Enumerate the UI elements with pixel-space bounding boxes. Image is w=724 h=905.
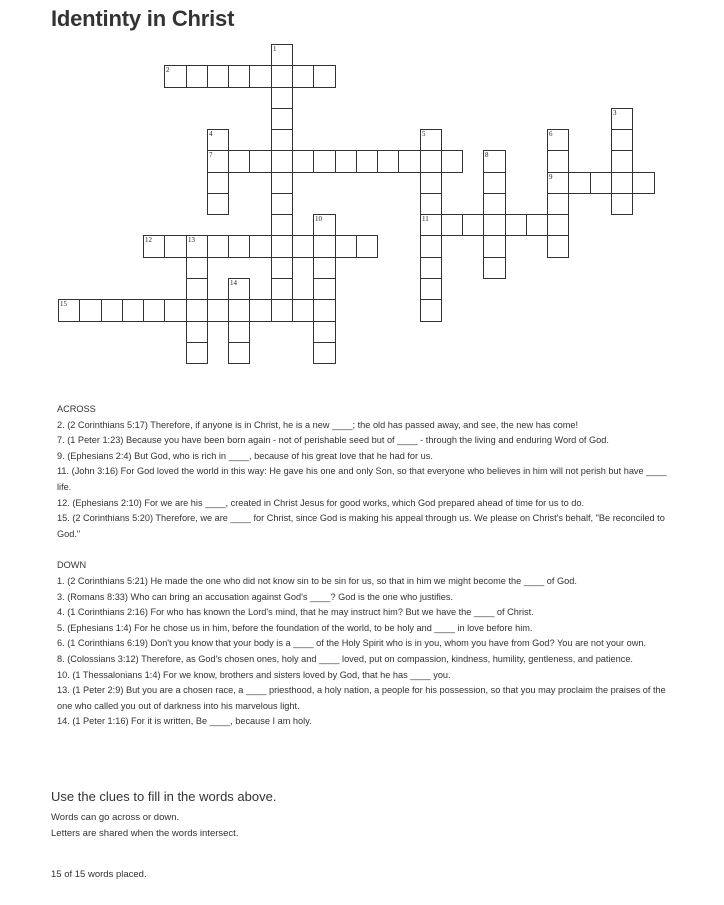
grid-cell[interactable] [249,235,272,258]
grid-cell[interactable] [271,129,293,151]
grid-cell[interactable] [462,214,484,236]
grid-cell[interactable] [313,257,336,279]
grid-cell[interactable] [313,299,336,322]
grid-cell[interactable] [483,235,506,258]
grid-cell[interactable] [590,172,612,194]
grid-cell[interactable] [271,65,293,88]
grid-cell[interactable] [420,278,442,300]
grid-cell[interactable] [271,172,293,194]
grid-cell[interactable] [335,235,357,258]
grid-cell[interactable] [547,150,569,173]
grid-cell[interactable] [271,150,293,173]
grid-cell[interactable] [313,342,336,364]
across-clue: 12. (Ephesians 2:10) For we are his ____, created in Christ Jesus for good works, which God prepared ahead of time for us to do. [57,497,585,508]
grid-cell[interactable] [292,150,314,173]
down-clue: 1. (2 Corinthians 5:21) He made the one who did not know sin to be sin for us, so that in him we might become the ____ of God. [57,575,577,586]
grid-cell[interactable] [398,150,421,173]
down-clue: 4. (1 Corinthians 2:16) For who has known the Lord's mind, that he may instruct him? But we have the ____ of Christ. [57,607,534,618]
grid-cell[interactable] [313,150,336,173]
instruction-line: Words can go across or down. [51,812,180,823]
grid-cell[interactable] [611,172,633,194]
grid-cell[interactable] [249,65,272,88]
across-clue: 11. (John 3:16) For God loved the world in this way: He gave his one and only Son, so that everyone who believes in him will not perish but have ____ life. [57,466,667,492]
clue-number: 12 [145,236,152,244]
grid-cell[interactable] [186,257,208,279]
grid-cell[interactable] [611,150,633,173]
clue-number: 15 [60,300,67,308]
grid-cell[interactable] [335,150,357,173]
grid-cell[interactable] [356,235,378,258]
down-clue: 10. (1 Thessalonians 1:4) For we know, brothers and sisters loved by God, that he has ____ you. [57,669,451,680]
clue-number: 1 [273,45,277,53]
across-clue: 9. (Ephesians 2:4) But God, who is rich in ____, because of his great love that he had for us. [57,450,433,461]
down-clue: 13. (1 Peter 2:9) But you are a chosen race, a ____ priesthood, a holy nation, a people for his possession, so that you may proclaim the praises of the one who called you out of darkness into his marvelous light. [57,685,666,711]
grid-cell[interactable] [271,108,293,130]
grid-cell[interactable] [632,172,655,194]
grid-cell[interactable] [420,257,442,279]
grid-cell[interactable] [547,235,569,258]
clue-number: 6 [549,130,553,138]
across-heading: ACROSS [57,404,96,414]
grid-cell[interactable] [186,342,208,364]
grid-cell[interactable] [186,321,208,343]
grid-cell[interactable] [228,150,250,173]
grid-cell[interactable] [143,299,165,322]
grid-cell[interactable] [271,235,293,258]
grid-cell[interactable] [101,299,123,322]
grid-cell[interactable] [228,235,250,258]
grid-cell[interactable] [249,299,272,322]
down-clue: 6. (1 Corinthians 6:19) Don't you know that your body is a ____ of the Holy Spirit who is in you, whom you have from God? You are not your own. [57,638,647,649]
down-clue-list [57,574,677,730]
clue-number: 10 [315,215,322,223]
grid-cell[interactable] [292,235,314,258]
clue-number: 7 [209,151,213,159]
clue-number: 14 [230,279,237,287]
grid-cell[interactable] [228,342,250,364]
grid-cell[interactable] [292,65,314,88]
grid-cell[interactable] [228,65,250,88]
across-clue: 15. (2 Corinthians 5:20) Therefore, we are ____ for Christ, since God is making his appeal through us. We please on Christ's behalf, "Be reconciled to God." [57,513,665,539]
grid-cell[interactable] [313,278,336,300]
grid-cell[interactable] [483,172,506,194]
down-clue: 5. (Ephesians 1:4) For he chose us in him, before the foundation of the world, to be holy and ____ in love before him. [57,622,533,633]
down-heading: DOWN [57,560,87,571]
grid-cell[interactable] [420,235,442,258]
grid-cell[interactable] [207,172,229,194]
grid-cell[interactable] [207,299,229,322]
grid-cell[interactable] [313,65,336,88]
grid-cell[interactable] [526,214,548,236]
clue-number: 2 [166,66,170,74]
clue-number: 5 [422,130,426,138]
grid-cell[interactable] [186,299,208,322]
clue-number: 13 [188,236,195,244]
crossword-grid [0,0,724,400]
grid-cell[interactable] [271,193,293,215]
grid-cell[interactable] [611,129,633,151]
grid-cell[interactable] [164,299,187,322]
grid-cell[interactable] [292,299,314,322]
grid-cell[interactable] [271,257,293,279]
across-clue: 7. (1 Peter 1:23) Because you have been born again - not of perishable seed but of ____ - through the living and enduring Word of God. [57,435,609,446]
grid-cell[interactable] [271,214,293,236]
grid-cell[interactable] [186,278,208,300]
grid-cell[interactable] [483,193,506,215]
grid-cell[interactable] [441,214,463,236]
clue-number: 11 [422,215,429,223]
grid-cell[interactable] [377,150,399,173]
grid-cell[interactable] [271,278,293,300]
down-clue: 8. (Colossians 3:12) Therefore, as God's chosen ones, holy and ____ loved, put on compassion, kindness, humility, gentleness, and patience. [57,653,633,664]
grid-cell[interactable] [228,321,250,343]
grid-cell[interactable] [271,299,293,322]
grid-cell[interactable] [547,193,569,215]
instruction-line: Letters are shared when the words intersect. [51,828,239,839]
grid-cell[interactable] [420,150,442,173]
clue-number: 9 [549,173,553,181]
grid-cell[interactable] [483,257,506,279]
grid-cell[interactable] [483,214,506,236]
grid-cell[interactable] [207,65,229,88]
clue-number: 8 [485,151,489,159]
clue-list [57,402,677,730]
grid-cell[interactable] [186,65,208,88]
grid-cell[interactable] [249,150,272,173]
grid-cell[interactable] [228,299,250,322]
grid-cell[interactable] [611,193,633,215]
grid-cell[interactable] [547,214,569,236]
grid-cell[interactable] [441,150,463,173]
grid-cell[interactable] [271,87,293,109]
grid-cell[interactable] [420,193,442,215]
grid-cell[interactable] [207,235,229,258]
grid-cell[interactable] [313,321,336,343]
clue-number: 4 [209,130,213,138]
grid-cell[interactable] [122,299,144,322]
grid-cell[interactable] [505,214,527,236]
grid-cell[interactable] [79,299,102,322]
across-clue: 2. (2 Corinthians 5:17) Therefore, if anyone is in Christ, he is a new ____; the old has passed away, and see, the new has come! [57,419,579,430]
grid-cell[interactable] [420,299,442,322]
grid-cell[interactable] [420,172,442,194]
across-clue-list [57,418,677,543]
status-text: 15 of 15 words placed. [51,869,147,880]
grid-cell[interactable] [164,235,187,258]
grid-cell[interactable] [313,235,336,258]
grid-cell[interactable] [568,172,591,194]
grid-cell[interactable] [207,193,229,215]
clue-number: 3 [613,109,617,117]
down-clue: 3. (Romans 8:33) Who can bring an accusation against God's ____? God is the one who justifies. [57,591,454,602]
grid-cell[interactable] [356,150,378,173]
instructions-title: Use the clues to fill in the words above. [51,789,277,804]
down-clue: 14. (1 Peter 1:16) For it is written, Be ____, because I am holy. [57,716,312,727]
page-title: Identinty in Christ [51,6,235,31]
